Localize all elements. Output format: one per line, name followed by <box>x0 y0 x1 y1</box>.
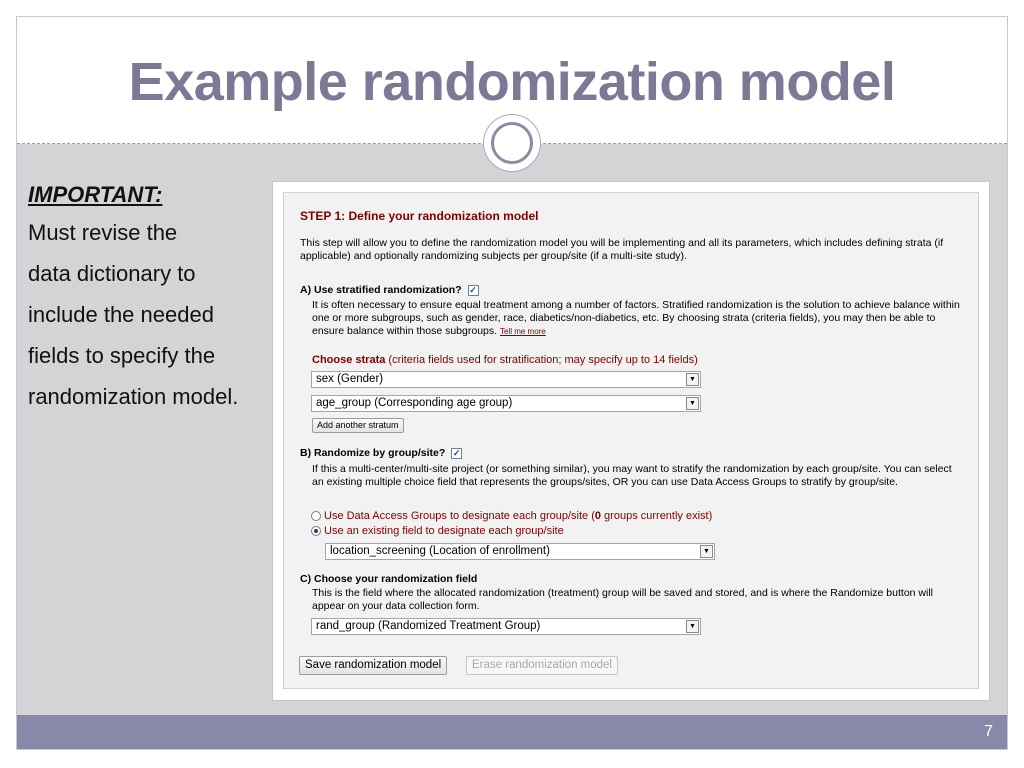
section-a-desc-text: It is often necessary to ensure equal treatment among a number of factors. Stratified randomization is the solution to achieve balance within one or more subgroups, such as gender, race, diabetics/non-diabetics, etc. By choosing strata (criteria fields), you may then be able to ensure balance within those subgroups. <box>312 299 960 337</box>
group-site-checkbox[interactable]: ✓ <box>452 447 461 458</box>
dag-radio[interactable] <box>311 511 321 521</box>
site-field-value: location_screening (Location of enrollment) <box>330 545 550 557</box>
strata-select-2[interactable] <box>311 395 701 412</box>
body-line: fields to specify the <box>28 343 216 368</box>
strata-select-2-value: age_group (Corresponding age group) <box>316 397 513 409</box>
tell-me-more-link[interactable]: Tell me more <box>499 327 546 336</box>
slide-title: Example randomization model <box>128 52 896 112</box>
dropdown-arrow-icon: ▼ <box>686 397 699 410</box>
left-text-block <box>28 178 268 417</box>
randomization-panel <box>283 192 979 689</box>
circle-ornament-inner <box>491 122 533 164</box>
save-randomization-button[interactable]: Save randomization model <box>299 656 447 675</box>
section-a-label <box>300 284 479 297</box>
choose-strata-row <box>312 354 698 367</box>
body-line: Must revise the <box>28 220 178 245</box>
body-line: randomization model. <box>28 384 239 409</box>
erase-randomization-button[interactable]: Erase randomization model <box>466 656 618 675</box>
dag-group-count: 0 <box>594 510 601 522</box>
strata-select-1[interactable] <box>311 371 701 388</box>
dropdown-arrow-icon: ▼ <box>686 373 699 386</box>
dag-option-suffix: groups currently exist) <box>601 510 713 522</box>
section-b-description: If this a multi-center/multi-site project (or something similar), you may want to stratify the randomization by each group/site. You can select an existing multiple choice field that represents the groups/sites, OR you can use Data Access Groups to stratify by group/site. <box>312 463 952 488</box>
body-line: data dictionary to <box>28 261 196 286</box>
circle-ornament-icon <box>483 114 541 172</box>
add-stratum-button[interactable]: Add another stratum <box>312 418 404 433</box>
dropdown-arrow-icon: ▼ <box>700 545 713 558</box>
section-a-description <box>312 299 964 338</box>
section-b-label <box>300 447 462 460</box>
section-b-text: B) Randomize by group/site? <box>300 447 446 459</box>
step-intro: This step will allow you to define the randomization model you will be implementing and all its parameters, which includes defining strata (if applicable) and optionally randomizing subjects per group/site (if a multi-site study). <box>300 237 944 262</box>
embedded-screenshot <box>272 181 990 701</box>
step-heading: STEP 1: Define your randomization model <box>300 209 539 223</box>
existing-field-option-label: Use an existing field to designate each group/site <box>324 525 564 537</box>
dag-option-row[interactable] <box>311 510 712 523</box>
site-field-select[interactable] <box>325 543 715 560</box>
section-c-description: This is the field where the allocated randomization (treatment) group will be saved and stored, and is where the Randomize button will appear on your data collection form. <box>312 587 933 612</box>
rand-field-select[interactable] <box>311 618 701 635</box>
choose-strata-label: Choose strata <box>312 354 386 366</box>
section-a-text: A) Use stratified randomization? <box>300 284 462 296</box>
slide-number: 7 <box>984 723 993 740</box>
section-c-label: C) Choose your randomization field <box>300 573 478 585</box>
important-label: IMPORTANT: <box>28 182 163 207</box>
existing-field-option-row[interactable] <box>311 525 564 538</box>
body-line: include the needed <box>28 302 214 327</box>
footer-bar <box>17 715 1007 749</box>
dag-option-prefix: Use Data Access Groups to designate each group/site ( <box>324 510 595 522</box>
choose-strata-note: (criteria fields used for stratification; may specify up to 14 fields) <box>388 354 698 366</box>
strata-select-1-value: sex (Gender) <box>316 373 384 385</box>
dropdown-arrow-icon: ▼ <box>686 620 699 633</box>
stratified-checkbox[interactable]: ✓ <box>469 284 477 295</box>
rand-field-value: rand_group (Randomized Treatment Group) <box>316 620 541 632</box>
existing-field-radio[interactable] <box>311 526 321 536</box>
